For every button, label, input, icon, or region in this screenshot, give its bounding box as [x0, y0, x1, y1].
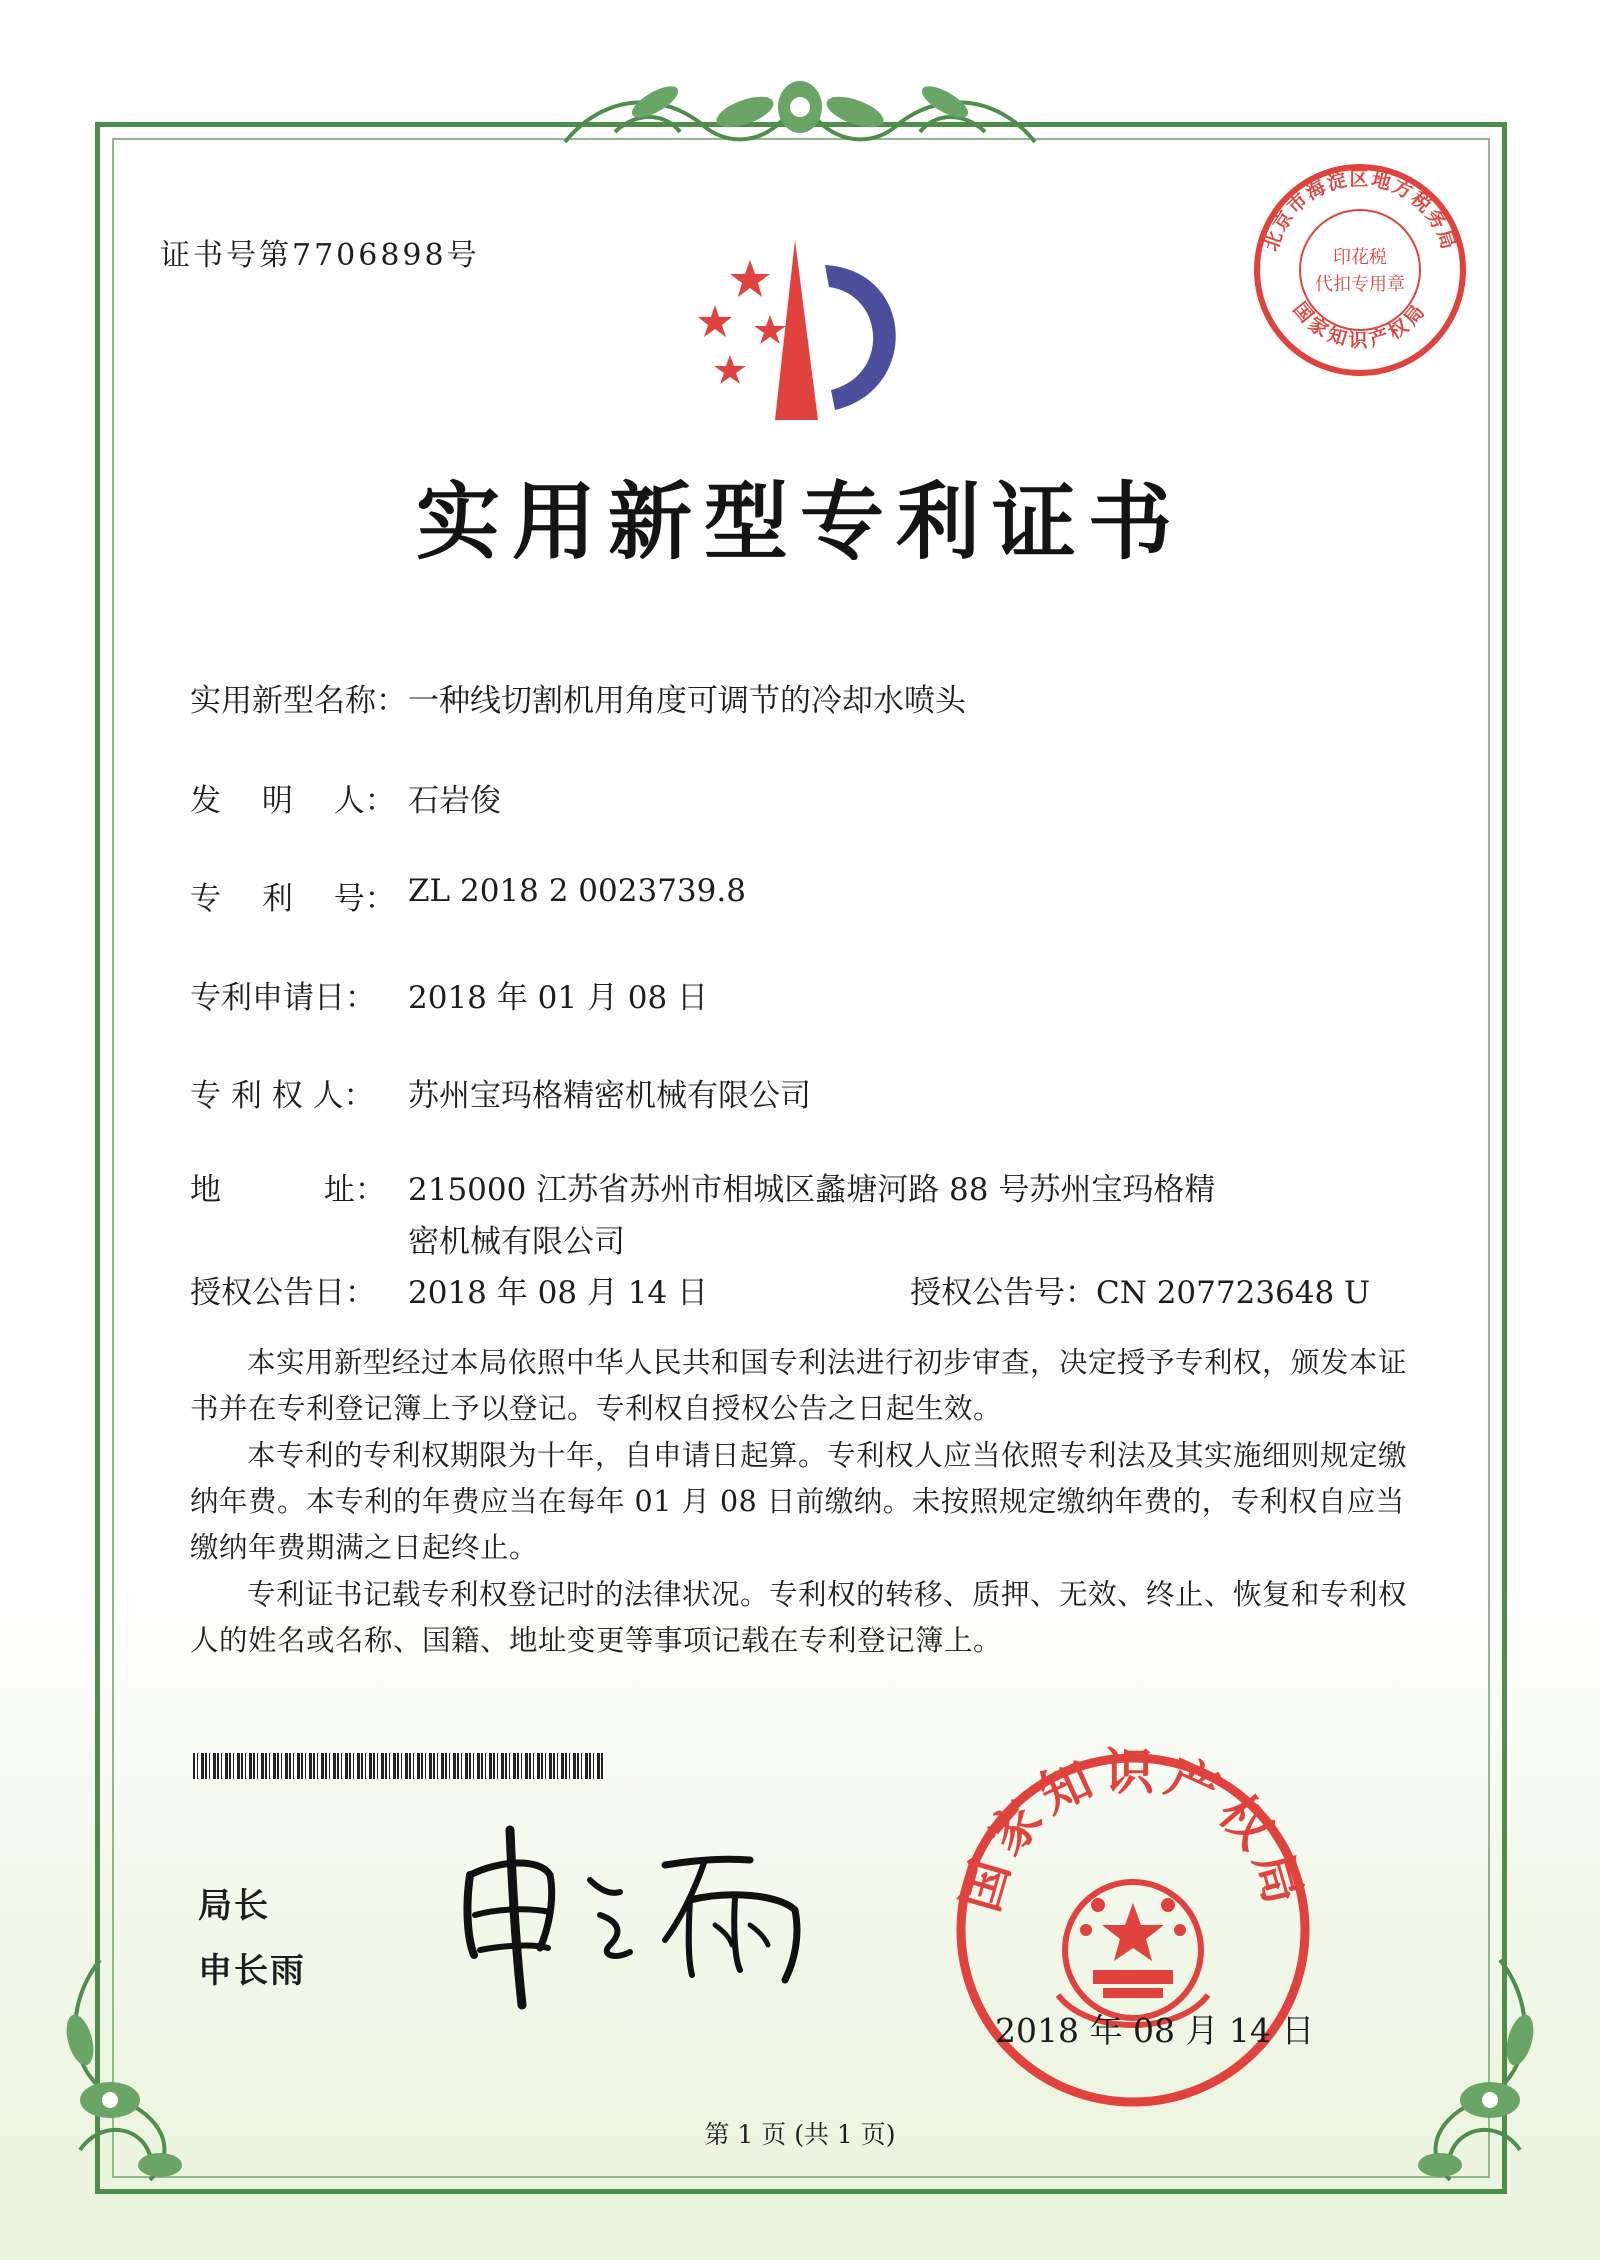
field-label: 授权公告日： — [190, 1275, 376, 1311]
field-value: 215000 江苏省苏州市相城区蠡塘河路 88 号苏州宝玛格精密机械有限公司 — [408, 1172, 1216, 1260]
seal-date: 2018 年 08 月 14 日 — [995, 2011, 1315, 2050]
tax-stamp-center-1: 印花税 — [1333, 247, 1387, 268]
certificate-number-value: 7706898 — [292, 238, 447, 273]
page-number: 第 1 页 (共 1 页) — [704, 2120, 896, 2149]
tax-stamp-outer-text: 北京市海淀区地方税务局 — [1260, 168, 1460, 254]
field-inventor — [190, 775, 501, 820]
seal-ring-text: 国家知识产权局 — [951, 1745, 1315, 1918]
field-label: 专 利 权 人： — [190, 1078, 375, 1114]
field-patentee — [190, 1070, 811, 1115]
bottom-left-ornament — [40, 1950, 220, 2200]
paragraph-grant: 本实用新型经过本局依照中华人民共和国专利法进行初步审查，决定授予专利权，颁发本证书并在专利登记簿上予以登记。专利权自授权公告之日起生效。 — [190, 1346, 1408, 1425]
field-label: 实用新型名称： — [190, 683, 407, 719]
patent-office-logo — [675, 225, 935, 425]
tax-stamp-bottom-text: 国家知识产权局 — [1288, 298, 1432, 352]
svg-text:国家知识产权局 — [951, 1745, 1315, 1918]
field-value: 石岩俊 — [408, 783, 501, 819]
field-publication-number — [910, 1267, 1370, 1312]
field-publication-date — [190, 1267, 708, 1312]
field-patent-number — [190, 873, 746, 918]
field-value: ZL 2018 2 0023739.8 — [408, 873, 746, 909]
patent-office-seal — [948, 1745, 1318, 2115]
top-ornament — [555, 72, 1045, 162]
certificate-number-suffix: 号 — [446, 238, 480, 273]
field-filing-date — [190, 972, 708, 1017]
certificate-number — [160, 230, 480, 274]
field-label: 专利申请日： — [190, 980, 376, 1016]
field-label: 地 址： — [190, 1172, 386, 1208]
bottom-right-ornament — [1380, 1950, 1560, 2200]
director-title: 局长 — [198, 1886, 270, 1926]
tax-stamp-center-2: 代扣专用章 — [1315, 274, 1405, 295]
field-utility-model-name — [190, 675, 966, 720]
field-value: 苏州宝玛格精密机械有限公司 — [408, 1078, 811, 1114]
field-label: 授权公告号： — [910, 1275, 1096, 1311]
paragraph-legal-status: 专利证书记载专利权登记时的法律状况。专利权的转移、质押、无效、终止、恢复和专利权人的姓名或名称、国籍、地址变更等事项记载在专利登记簿上。 — [190, 1578, 1408, 1657]
field-value: CN 207723648 U — [1096, 1275, 1371, 1311]
certificate-number-prefix: 证书号第 — [160, 238, 292, 273]
field-label: 专 利 号： — [190, 881, 396, 917]
field-value: 一种线切割机用角度可调节的冷却水喷头 — [408, 683, 966, 719]
field-address — [190, 1164, 1228, 1268]
barcode — [193, 1753, 605, 1779]
tax-stamp — [1245, 155, 1475, 385]
paragraph-term: 本专利的专利权期限为十年，自申请日起算。专利权人应当依照专利法及其实施细则规定缴纳年费。本专利的年费应当在每年 01 月 08 日前缴纳。未按照规定缴纳年费的，专利权自应当缴纳年费期满之日起终止。 — [190, 1439, 1408, 1564]
certificate-title: 实用新型专利证书 — [415, 472, 1184, 571]
field-label: 发 明 人： — [190, 783, 396, 819]
field-value: 2018 年 08 月 14 日 — [408, 1275, 709, 1311]
svg-text:国家知识产权局 — [1288, 298, 1431, 351]
director-name: 申长雨 — [198, 1951, 306, 1991]
field-value: 2018 年 01 月 08 日 — [408, 980, 709, 1016]
handwritten-signature — [450, 1820, 830, 2010]
